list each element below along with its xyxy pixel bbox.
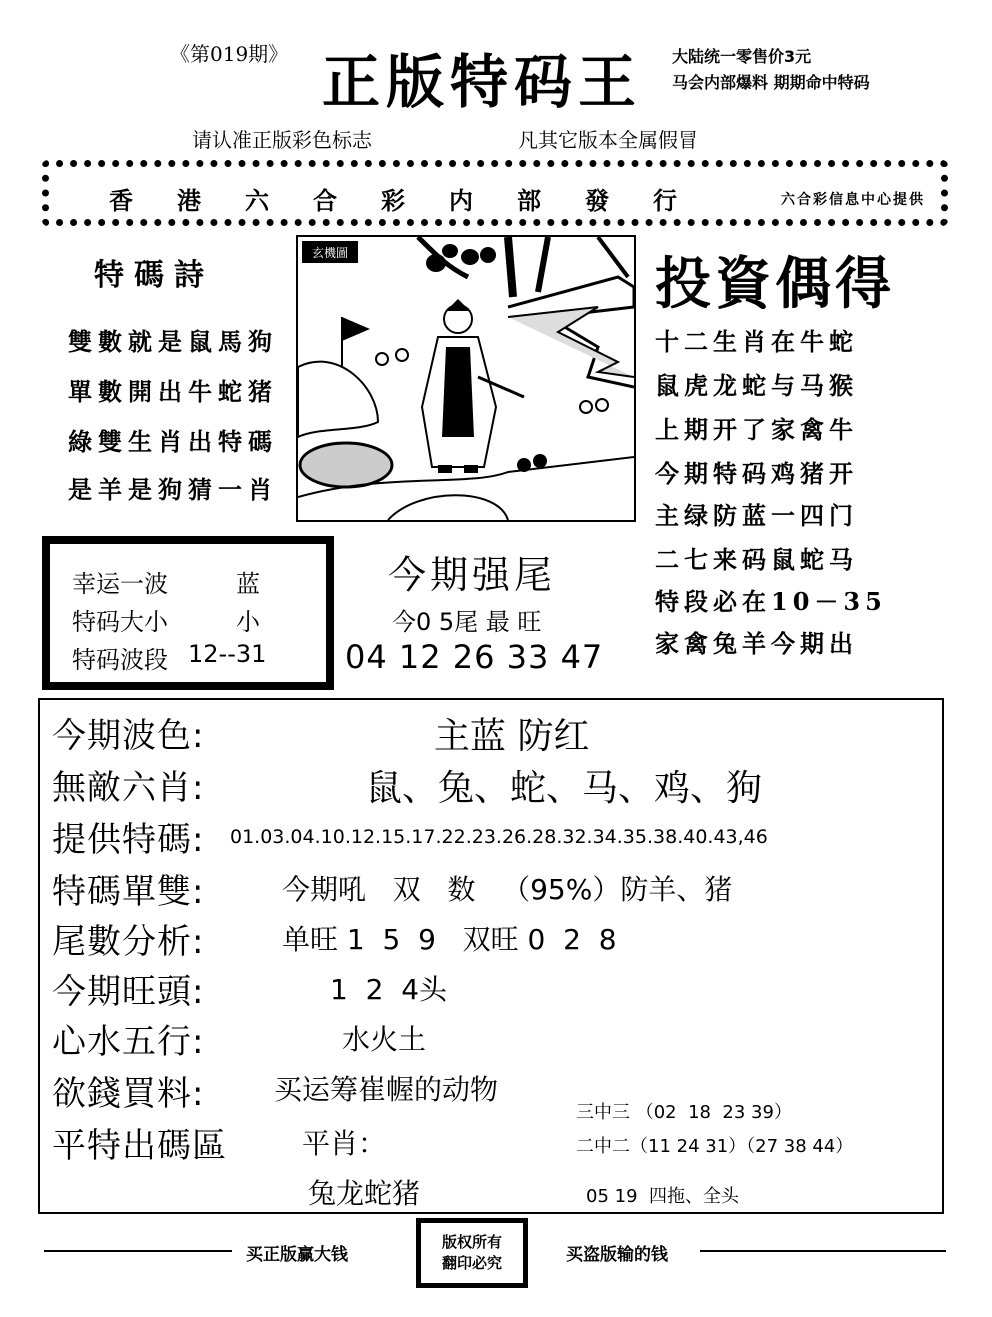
poem-line: 單數開出牛蛇猪 <box>68 377 278 406</box>
banner-main-text: 香港六合彩内部發行 <box>109 186 721 215</box>
buy-value: 买运筹崔幄的动物 <box>274 1073 499 1106</box>
copyright-line-1: 版权所有 <box>441 1233 502 1251</box>
parity-label: 特碼單雙: <box>52 872 205 912</box>
leak-note: 马会内部爆料 期期命中特码 <box>672 73 870 92</box>
notice-left: 请认准正版彩色标志 <box>192 128 372 152</box>
strong-tail-title: 今期强尾 <box>388 553 557 597</box>
flat-label: 平特出碼區 <box>52 1126 227 1166</box>
lucky-wave-label: 幸运一波 <box>72 570 168 598</box>
invest-line: 特段必在10－35 <box>655 587 887 616</box>
poem-line: 綠雙生肖出特碼 <box>68 427 278 456</box>
footer-right-text: 买盗版输的钱 <box>566 1245 668 1265</box>
poem-line: 雙數就是鼠馬狗 <box>68 327 278 356</box>
zodiac-value: 鼠、兔、蛇、马、鸡、狗 <box>366 768 763 809</box>
invest-line: 家禽兔羊今期出 <box>655 629 858 658</box>
issue-number: 《第019期》 <box>170 42 289 66</box>
riddle-picture <box>296 235 636 522</box>
riddle-illustration <box>298 237 634 520</box>
invest-line: 今期特码鸡猪开 <box>655 459 858 488</box>
invest-title: 投資偶得 <box>655 252 895 317</box>
codes-value: 01.03.04.10.12.15.17.22.23.26.28.32.34.35.38.40.43,46 <box>230 826 768 848</box>
codes-label: 提供特碼: <box>52 820 205 860</box>
poem-line: 是羊是狗猜一肖 <box>68 475 278 504</box>
lucky-band-label: 特码波段 <box>72 646 168 674</box>
invest-line: 鼠虎龙蛇与马猴 <box>655 371 858 400</box>
three-hit: 三中三 （02 18 23 39） <box>576 1102 792 1123</box>
release-banner <box>42 160 948 226</box>
head-label: 今期旺頭: <box>52 972 205 1012</box>
copyright-box <box>416 1218 528 1288</box>
main-panel <box>38 698 944 1214</box>
footer-rule-left <box>44 1250 232 1252</box>
element-value: 水火土 <box>342 1023 427 1056</box>
strong-tail-sub: 今0 5尾 最 旺 <box>392 608 542 636</box>
lucky-wave-value: 蓝 <box>236 570 260 598</box>
invest-line: 主绿防蓝一四门 <box>655 501 858 530</box>
flat-zodiac: 兔龙蛇猪 <box>308 1177 421 1210</box>
lucky-box <box>42 536 334 690</box>
brand-title: 正版特码王 <box>322 48 643 116</box>
buy-label: 欲錢買料: <box>52 1074 205 1114</box>
invest-line: 二七来码鼠蛇马 <box>655 545 858 574</box>
lucky-band-value: 12--31 <box>188 640 267 668</box>
banner-provider: 六合彩信息中心提供 <box>781 192 925 208</box>
color-value: 主蓝 防红 <box>434 716 590 757</box>
copyright-line-2: 翻印必究 <box>441 1254 502 1272</box>
invest-line: 十二生肖在牛蛇 <box>655 327 858 356</box>
footer-left-text: 买正版赢大钱 <box>246 1245 348 1265</box>
color-label: 今期波色: <box>52 716 205 756</box>
price-note: 大陆统一零售价3元 <box>672 47 812 66</box>
head-value: 1 2 4头 <box>330 973 448 1006</box>
notice-right: 凡其它版本全属假冒 <box>518 128 698 152</box>
strong-tail-numbers: 04 12 26 33 47 <box>345 638 604 676</box>
footer-rule-right <box>700 1250 946 1252</box>
parity-value: 今期吼 双 数 （95%）防羊、猪 <box>282 873 733 906</box>
picture-stamp: 玄機圖 <box>311 246 349 260</box>
flat-value: 平肖： <box>302 1127 387 1160</box>
drag-note: 05 19 四拖、全头 <box>586 1186 739 1207</box>
zodiac-label: 無敵六肖: <box>52 768 205 808</box>
two-hit: 二中二（11 24 31）（27 38 44） <box>576 1136 854 1157</box>
poem-title: 特碼詩 <box>94 258 214 293</box>
lucky-size-value: 小 <box>236 608 260 636</box>
element-label: 心水五行: <box>52 1022 205 1062</box>
invest-line: 上期开了家禽牛 <box>655 415 858 444</box>
lucky-size-label: 特码大小 <box>72 608 168 636</box>
tail-analysis-label: 尾數分析: <box>52 922 205 962</box>
tail-analysis-value: 单旺 1 5 9 双旺 0 2 8 <box>282 923 617 956</box>
